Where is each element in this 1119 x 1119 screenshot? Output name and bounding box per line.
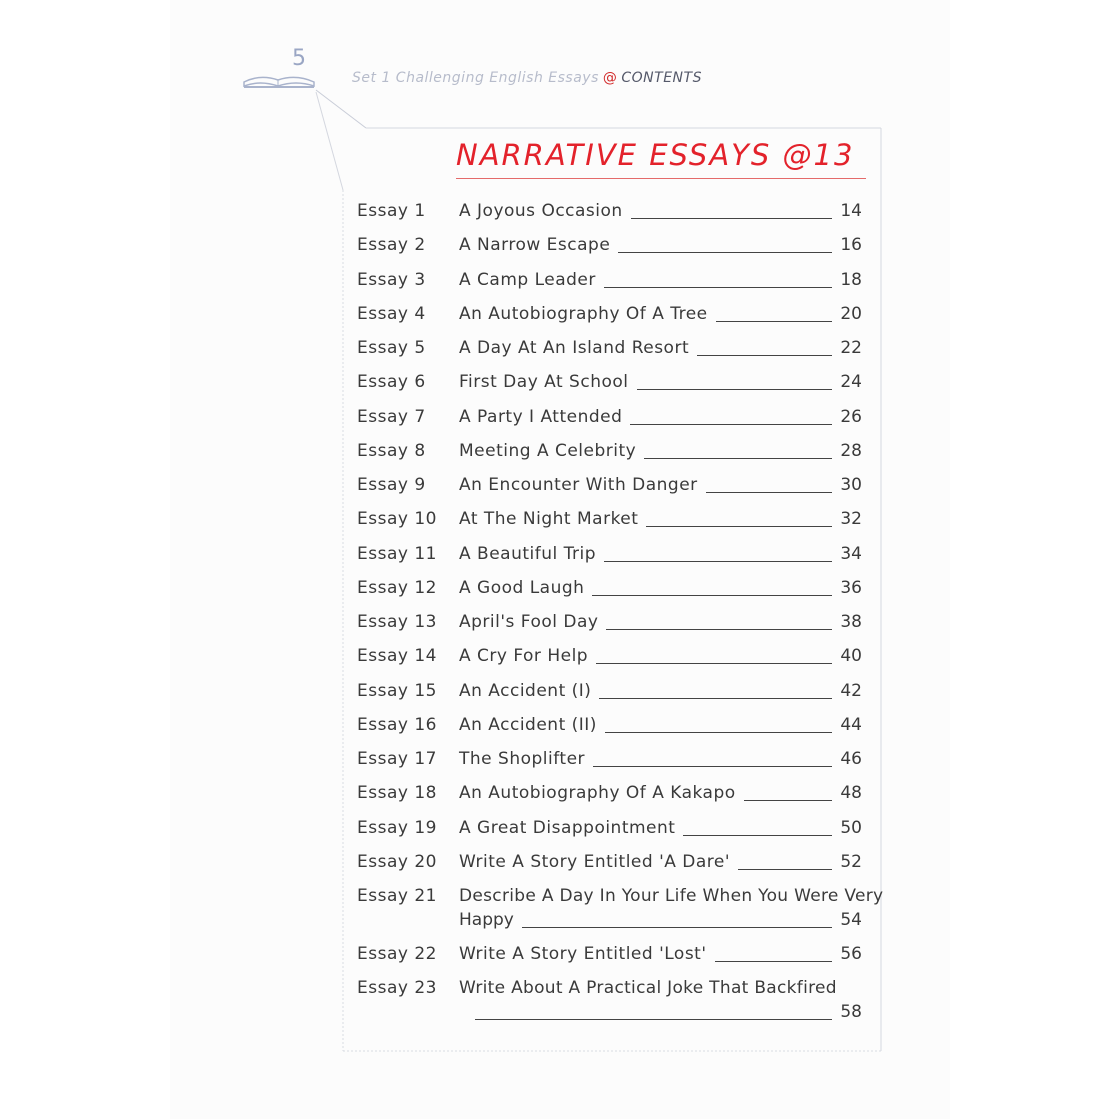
essay-number: Essay 6 (357, 372, 426, 393)
book-title: Set 1 Challenging English Essays (352, 70, 599, 86)
page-number: 5 (292, 46, 306, 71)
essay-number: Essay 7 (357, 406, 426, 427)
dot-leader (605, 731, 832, 733)
essay-title: Write About A Practical Joke That Backfired (459, 978, 837, 999)
page-ref: 38 (840, 612, 862, 632)
dot-leader (715, 960, 832, 962)
essay-title: Describe A Day In Your Life When You Were Very (459, 886, 884, 906)
toc-row (357, 302, 867, 336)
essay-number: Essay 4 (357, 303, 426, 324)
contents-label: CONTENTS (621, 70, 702, 86)
essay-number: Essay 12 (357, 577, 437, 598)
dot-leader (683, 834, 832, 836)
toc-row (357, 713, 867, 747)
essay-number: Essay 10 (357, 509, 437, 530)
dot-leader (697, 354, 832, 356)
toc-row (357, 199, 867, 233)
dot-leader (631, 217, 832, 219)
dot-leader (637, 388, 833, 390)
essay-title: An Autobiography Of A Tree (459, 303, 708, 324)
essay-title: A Great Disappointment (459, 817, 676, 838)
dot-leader (630, 423, 832, 425)
essay-number: Essay 5 (357, 338, 426, 358)
essay-title: A Narrow Escape (459, 235, 611, 256)
toc-row (357, 473, 867, 507)
toc-row (357, 405, 867, 439)
page-ref: 32 (840, 509, 862, 530)
dot-leader (618, 251, 832, 253)
table-of-contents (357, 199, 884, 1034)
page-ref: 20 (840, 303, 862, 324)
essay-title: The Shoplifter (459, 749, 586, 769)
essay-title: A Good Laugh (459, 577, 585, 598)
page-ref: 40 (840, 646, 862, 667)
dot-leader (475, 1018, 832, 1020)
essay-title: A Beautiful Trip (459, 543, 597, 564)
essay-number: Essay 11 (357, 543, 437, 564)
page-ref: 26 (840, 406, 862, 427)
essay-number: Essay 9 (357, 475, 426, 495)
essay-number: Essay 19 (357, 817, 437, 838)
page-ref: 36 (840, 577, 862, 598)
running-head-text (352, 70, 702, 86)
page-ref: 30 (840, 475, 862, 495)
essay-number: Essay 17 (357, 749, 437, 769)
toc-row (357, 884, 884, 942)
toc-row (357, 268, 867, 302)
running-header (240, 40, 940, 120)
essay-title: A Joyous Occasion (459, 201, 623, 221)
dot-leader (744, 799, 832, 801)
page-ref: 14 (840, 201, 862, 221)
essay-title: An Accident (II) (459, 714, 597, 735)
toc-row (357, 439, 867, 473)
page-ref: 16 (840, 235, 862, 256)
toc-row (357, 747, 867, 781)
toc-row (357, 576, 867, 610)
essay-number: Essay 20 (357, 851, 437, 872)
essay-title: An Accident (I) (459, 680, 592, 701)
dot-leader (738, 868, 832, 870)
toc-row (357, 816, 867, 850)
dot-leader (644, 457, 832, 459)
toc-row (357, 610, 867, 644)
page-ref: 44 (840, 714, 862, 735)
essay-number: Essay 1 (357, 201, 426, 221)
page-ref: 24 (840, 372, 862, 393)
essay-title: April's Fool Day (459, 612, 599, 632)
dot-leader (593, 765, 832, 767)
dot-leader (604, 286, 832, 288)
toc-row (357, 976, 867, 1034)
toc-row (357, 781, 867, 815)
essay-number: Essay 8 (357, 440, 426, 461)
essay-title: At The Night Market (459, 509, 639, 530)
page-ref: 22 (840, 338, 862, 358)
toc-row (357, 679, 867, 713)
page-ref: 54 (840, 910, 862, 930)
title-underline (456, 178, 866, 179)
dot-leader (599, 697, 832, 699)
page-ref: 52 (840, 851, 862, 872)
essay-title: Write A Story Entitled 'A Dare' (459, 851, 731, 872)
dot-leader (646, 525, 832, 527)
essay-title: A Camp Leader (459, 269, 596, 290)
essay-number: Essay 22 (357, 944, 437, 964)
page-ref: 34 (840, 543, 862, 564)
toc-row (357, 336, 867, 370)
essay-number: Essay 16 (357, 714, 437, 735)
contents-panel (343, 128, 884, 1051)
toc-row (357, 370, 867, 404)
toc-row (357, 850, 867, 884)
essay-number: Essay 14 (357, 646, 437, 667)
page-ref: 58 (840, 1002, 862, 1023)
page-ref: 48 (840, 783, 862, 804)
dot-leader (716, 320, 832, 322)
dot-leader (706, 491, 832, 493)
page-ref: 18 (840, 269, 862, 290)
at-symbol: @ (602, 70, 618, 86)
essay-title: First Day At School (459, 372, 629, 393)
essay-title: An Encounter With Danger (459, 475, 698, 495)
essay-title: A Party I Attended (459, 406, 623, 427)
essay-number: Essay 2 (357, 235, 426, 256)
page-ref: 28 (840, 440, 862, 461)
toc-row (357, 644, 867, 678)
dot-leader (604, 560, 832, 562)
open-book-icon (240, 60, 320, 90)
essay-number: Essay 13 (357, 612, 437, 632)
essay-title: Write A Story Entitled 'Lost' (459, 944, 707, 964)
essay-title-continued: Happy (459, 910, 514, 930)
essay-number: Essay 21 (357, 886, 437, 906)
essay-number: Essay 3 (357, 269, 426, 290)
toc-row (357, 233, 867, 267)
section-title: NARRATIVE ESSAYS @13 (456, 138, 855, 172)
dot-leader (606, 628, 832, 630)
essay-title: A Day At An Island Resort (459, 338, 690, 358)
essay-title: An Autobiography Of A Kakapo (459, 783, 736, 804)
page-ref: 50 (840, 817, 862, 838)
dot-leader (596, 662, 832, 664)
page-ref: 46 (840, 749, 862, 769)
page-ref: 56 (840, 944, 862, 964)
dot-leader (592, 594, 832, 596)
essay-title: A Cry For Help (459, 646, 589, 667)
essay-number: Essay 23 (357, 978, 437, 999)
toc-row (357, 542, 867, 576)
essay-number: Essay 18 (357, 783, 437, 804)
essay-number: Essay 15 (357, 680, 437, 701)
essay-title: Meeting A Celebrity (459, 440, 637, 461)
toc-row (357, 942, 867, 976)
toc-row (357, 507, 867, 541)
page-ref: 42 (840, 680, 862, 701)
dot-leader (522, 926, 832, 928)
